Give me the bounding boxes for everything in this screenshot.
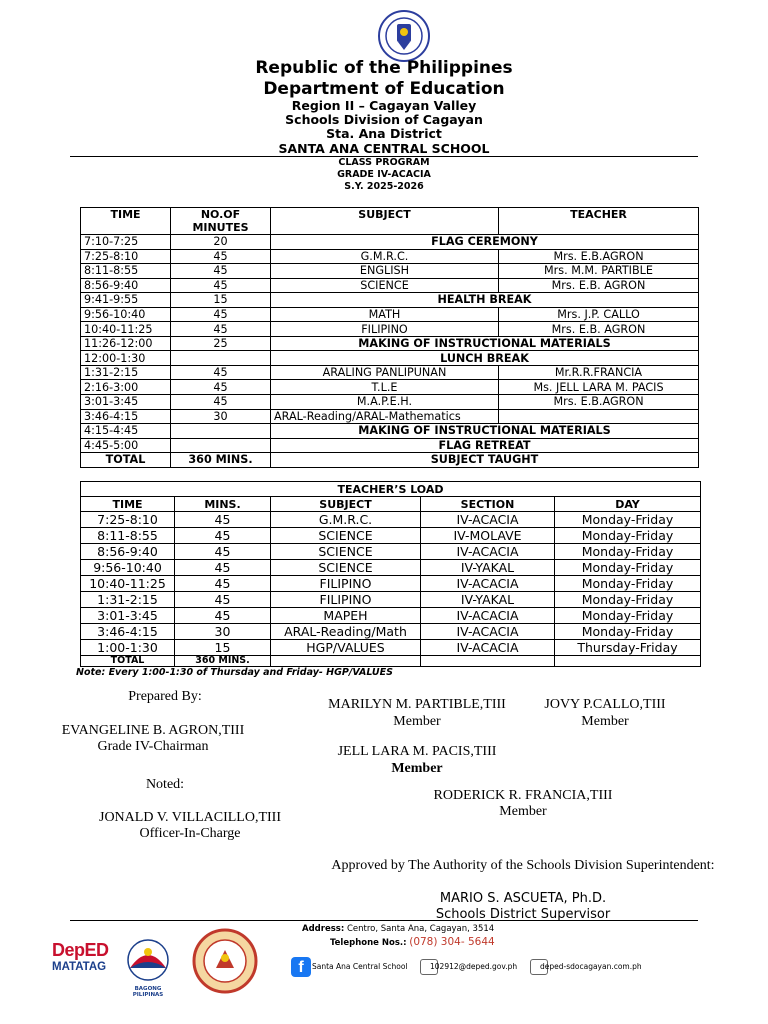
- member1-role: Member: [393, 714, 441, 729]
- schedule-note: Note: Every 1:00-1:30 of Thursday and Friday- HGP/VALUES: [76, 667, 393, 678]
- load-col-header-day: DAY: [555, 497, 701, 512]
- minutes-cell: 25: [171, 336, 271, 351]
- district-label: Sta. Ana District: [326, 126, 442, 141]
- minutes-cell: [171, 424, 271, 439]
- table-row: [81, 307, 699, 322]
- teacher-cell: Mrs. E.B.AGRON: [499, 395, 699, 410]
- website-link[interactable]: deped-sdocagayan.com.ph: [540, 962, 642, 971]
- table-row: [81, 424, 699, 439]
- load-day-cell: Monday-Friday: [555, 592, 701, 608]
- load-row: [81, 560, 701, 576]
- minutes-cell: 20: [171, 235, 271, 250]
- load-section-cell: IV-ACACIA: [421, 624, 555, 640]
- load-row: [81, 544, 701, 560]
- country-title: Republic of the Philippines: [255, 58, 513, 78]
- minutes-cell: 45: [171, 380, 271, 395]
- load-time-cell: 7:25-8:10: [81, 512, 175, 528]
- load-section-cell: IV-ACACIA: [421, 576, 555, 592]
- teacher-cell: Mrs. J.P. CALLO: [499, 307, 699, 322]
- class-program-table: [80, 207, 699, 468]
- time-cell: 4:45-5:00: [81, 438, 171, 453]
- chair-role: Grade IV-Chairman: [97, 739, 209, 754]
- activity-cell: FLAG RETREAT: [271, 438, 699, 453]
- load-mins-cell: 30: [175, 624, 271, 640]
- load-total-row: [81, 656, 701, 667]
- time-cell: 4:15-4:45: [81, 424, 171, 439]
- load-col-header-mins: MINS.: [175, 497, 271, 512]
- load-mins-cell: 15: [175, 640, 271, 656]
- activity-cell: HEALTH BREAK: [271, 293, 699, 308]
- load-time-cell: 8:11-8:55: [81, 528, 175, 544]
- load-section-cell: IV-MOLAVE: [421, 528, 555, 544]
- total-minutes: 360 MINS.: [171, 453, 271, 468]
- load-day-cell: Monday-Friday: [555, 624, 701, 640]
- address-line: [302, 924, 494, 934]
- table-total-row: [81, 453, 699, 468]
- teacher-cell: Mrs. E.B.AGRON: [499, 249, 699, 264]
- grade-label: GRADE IV-ACACIA: [337, 169, 431, 180]
- table-row: [81, 249, 699, 264]
- load-section-cell: IV-ACACIA: [421, 608, 555, 624]
- table-row: [81, 322, 699, 337]
- bagong-pilipinas-text: BAGONG PILIPINAS: [132, 986, 164, 998]
- supervisor-name: MARIO S. ASCUETA, Ph.D.: [439, 891, 607, 906]
- school-name: SANTA ANA CENTRAL SCHOOL: [278, 141, 490, 156]
- minutes-cell: 15: [171, 293, 271, 308]
- load-mins-cell: 45: [175, 592, 271, 608]
- facebook-icon[interactable]: f: [291, 957, 311, 977]
- table-row: [81, 336, 699, 351]
- chair-name: EVANGELINE B. AGRON,TIII: [61, 723, 245, 738]
- minutes-cell: 45: [171, 365, 271, 380]
- table-row: [81, 235, 699, 250]
- table-header-row: [81, 208, 699, 235]
- time-cell: 7:25-8:10: [81, 249, 171, 264]
- load-subject-cell: SCIENCE: [271, 544, 421, 560]
- load-day-cell: Monday-Friday: [555, 560, 701, 576]
- load-row: [81, 640, 701, 656]
- bagong-pilipinas-logo: [120, 938, 176, 998]
- load-day-cell: Monday-Friday: [555, 576, 701, 592]
- phone-value: (078) 304- 5644: [409, 936, 495, 948]
- subject-cell: T.L.E: [271, 380, 499, 395]
- load-day-cell: [555, 656, 701, 667]
- col-header-subject: SUBJECT: [271, 208, 499, 235]
- subject-cell: ARAL-Reading/ARAL-Mathematics: [271, 409, 499, 424]
- school-year: S.Y. 2025-2026: [344, 181, 424, 192]
- table-row: [81, 278, 699, 293]
- time-cell: 11:26-12:00: [81, 336, 171, 351]
- minutes-cell: 30: [171, 409, 271, 424]
- activity-cell: FLAG CEREMONY: [271, 235, 699, 250]
- table-row: [81, 395, 699, 410]
- time-cell: 12:00-1:30: [81, 351, 171, 366]
- subject-cell: ENGLISH: [271, 264, 499, 279]
- load-section-cell: IV-ACACIA: [421, 512, 555, 528]
- subject-cell: ARALING PANLIPUNAN: [271, 365, 499, 380]
- load-mins-cell: 45: [175, 608, 271, 624]
- col-header-teacher: TEACHER: [499, 208, 699, 235]
- matatag-logo-text: MATATAG: [52, 961, 107, 973]
- footer-divider: [70, 920, 698, 921]
- oic-role: Officer-In-Charge: [139, 826, 241, 841]
- load-day-cell: Monday-Friday: [555, 544, 701, 560]
- load-row: [81, 528, 701, 544]
- load-mins-cell: 45: [175, 512, 271, 528]
- load-title: TEACHER’S LOAD: [81, 482, 701, 497]
- load-section-cell: IV-YAKAL: [421, 592, 555, 608]
- load-mins-cell: 45: [175, 528, 271, 544]
- teacher-cell: Ms. JELL LARA M. PACIS: [499, 380, 699, 395]
- load-section-cell: IV-ACACIA: [421, 544, 555, 560]
- deped-logo-text: DepED: [52, 940, 109, 960]
- member3-role: Member: [391, 761, 443, 776]
- total-subject: SUBJECT TAUGHT: [271, 453, 699, 468]
- activity-cell: LUNCH BREAK: [271, 351, 699, 366]
- load-row: [81, 608, 701, 624]
- load-row: [81, 576, 701, 592]
- department-title: Department of Education: [263, 79, 505, 99]
- member2-role: Member: [581, 714, 629, 729]
- school-seal-logo: [192, 928, 258, 994]
- address-value: Centro, Santa Ana, Cagayan, 3514: [346, 924, 495, 934]
- teacher-cell: Mrs. M.M. PARTIBLE: [499, 264, 699, 279]
- member3-name: JELL LARA M. PACIS,TIII: [337, 744, 497, 759]
- load-row: [81, 592, 701, 608]
- col-header-minutes: NO.OF MINUTES: [171, 208, 271, 235]
- load-col-header-section: SECTION: [421, 497, 555, 512]
- email-link[interactable]: 102912@deped.gov.ph: [430, 962, 518, 971]
- phone-line: [330, 936, 495, 948]
- load-day-cell: Thursday-Friday: [555, 640, 701, 656]
- deped-seal-logo: [378, 10, 430, 62]
- col-header-time: TIME: [81, 208, 171, 235]
- member4-role: Member: [499, 804, 547, 819]
- table-row: [81, 438, 699, 453]
- phone-label: Telephone Nos.:: [330, 938, 407, 948]
- teacher-cell: Mrs. E.B. AGRON: [499, 322, 699, 337]
- load-mins-cell: 45: [175, 560, 271, 576]
- teacher-cell: [499, 409, 699, 424]
- load-header-row: [81, 497, 701, 512]
- load-day-cell: Monday-Friday: [555, 608, 701, 624]
- subject-cell: G.M.R.C.: [271, 249, 499, 264]
- load-col-header-subject: SUBJECT: [271, 497, 421, 512]
- load-time-cell: 1:00-1:30: [81, 640, 175, 656]
- load-subject-cell: FILIPINO: [271, 592, 421, 608]
- load-section-cell: [421, 656, 555, 667]
- member4-name: RODERICK R. FRANCIA,TIII: [433, 788, 613, 803]
- load-mins-cell: 360 MINS.: [175, 656, 271, 667]
- activity-cell: MAKING OF INSTRUCTIONAL MATERIALS: [271, 424, 699, 439]
- table-row: [81, 365, 699, 380]
- load-subject-cell: MAPEH: [271, 608, 421, 624]
- time-cell: 7:10-7:25: [81, 235, 171, 250]
- teachers-load-table: [80, 481, 701, 667]
- minutes-cell: [171, 438, 271, 453]
- time-cell: 10:40-11:25: [81, 322, 171, 337]
- load-subject-cell: FILIPINO: [271, 576, 421, 592]
- minutes-cell: 45: [171, 395, 271, 410]
- load-col-header-time: TIME: [81, 497, 175, 512]
- time-cell: 8:11-8:55: [81, 264, 171, 279]
- supervisor-role: Schools District Supervisor: [435, 907, 611, 922]
- load-time-cell: 3:01-3:45: [81, 608, 175, 624]
- time-cell: 1:31-2:15: [81, 365, 171, 380]
- subject-cell: MATH: [271, 307, 499, 322]
- load-time-cell: 9:56-10:40: [81, 560, 175, 576]
- table-row: [81, 380, 699, 395]
- time-cell: 9:56-10:40: [81, 307, 171, 322]
- minutes-cell: 45: [171, 249, 271, 264]
- minutes-cell: [171, 351, 271, 366]
- minutes-cell: 45: [171, 322, 271, 337]
- load-time-cell: 1:31-2:15: [81, 592, 175, 608]
- load-section-cell: IV-ACACIA: [421, 640, 555, 656]
- load-time-cell: 10:40-11:25: [81, 576, 175, 592]
- teacher-cell: Mr.R.R.FRANCIA: [499, 365, 699, 380]
- prepared-by-label: Prepared By:: [128, 689, 202, 704]
- total-label: TOTAL: [81, 453, 171, 468]
- activity-cell: MAKING OF INSTRUCTIONAL MATERIALS: [271, 336, 699, 351]
- minutes-cell: 45: [171, 264, 271, 279]
- load-subject-cell: HGP/VALUES: [271, 640, 421, 656]
- doc-title: CLASS PROGRAM: [338, 157, 430, 168]
- time-cell: 3:46-4:15: [81, 409, 171, 424]
- region-label: Region II – Cagayan Valley: [291, 98, 477, 113]
- load-subject-cell: [271, 656, 421, 667]
- minutes-cell: 45: [171, 307, 271, 322]
- subject-cell: M.A.P.E.H.: [271, 395, 499, 410]
- teacher-cell: Mrs. E.B. AGRON: [499, 278, 699, 293]
- load-time-cell: TOTAL: [81, 656, 175, 667]
- load-day-cell: Monday-Friday: [555, 512, 701, 528]
- deped-matatag-logo: [52, 940, 118, 990]
- load-mins-cell: 45: [175, 544, 271, 560]
- division-label: Schools Division of Cagayan: [285, 112, 483, 127]
- subject-cell: SCIENCE: [271, 278, 499, 293]
- table-row: [81, 409, 699, 424]
- load-subject-cell: G.M.R.C.: [271, 512, 421, 528]
- load-row: [81, 624, 701, 640]
- table-row: [81, 351, 699, 366]
- time-cell: 3:01-3:45: [81, 395, 171, 410]
- load-row: [81, 512, 701, 528]
- time-cell: 9:41-9:55: [81, 293, 171, 308]
- approval-statement: Approved by The Authority of the Schools Division Superintendent:: [331, 858, 715, 873]
- time-cell: 2:16-3:00: [81, 380, 171, 395]
- load-day-cell: Monday-Friday: [555, 528, 701, 544]
- noted-label: Noted:: [145, 777, 185, 792]
- time-cell: 8:56-9:40: [81, 278, 171, 293]
- table-row: [81, 264, 699, 279]
- subject-cell: FILIPINO: [271, 322, 499, 337]
- load-section-cell: IV-YAKAL: [421, 560, 555, 576]
- load-time-cell: 3:46-4:15: [81, 624, 175, 640]
- facebook-link[interactable]: Santa Ana Central School: [312, 962, 408, 971]
- table-row: [81, 293, 699, 308]
- load-mins-cell: 45: [175, 576, 271, 592]
- load-subject-cell: SCIENCE: [271, 528, 421, 544]
- address-label: Address:: [302, 924, 345, 934]
- member2-name: JOVY P.CALLO,TIII: [544, 697, 666, 712]
- load-subject-cell: ARAL-Reading/Math: [271, 624, 421, 640]
- minutes-cell: 45: [171, 278, 271, 293]
- load-time-cell: 8:56-9:40: [81, 544, 175, 560]
- member1-name: MARILYN M. PARTIBLE,TIII: [328, 697, 506, 712]
- oic-name: JONALD V. VILLACILLO,TIII: [99, 810, 281, 825]
- load-subject-cell: SCIENCE: [271, 560, 421, 576]
